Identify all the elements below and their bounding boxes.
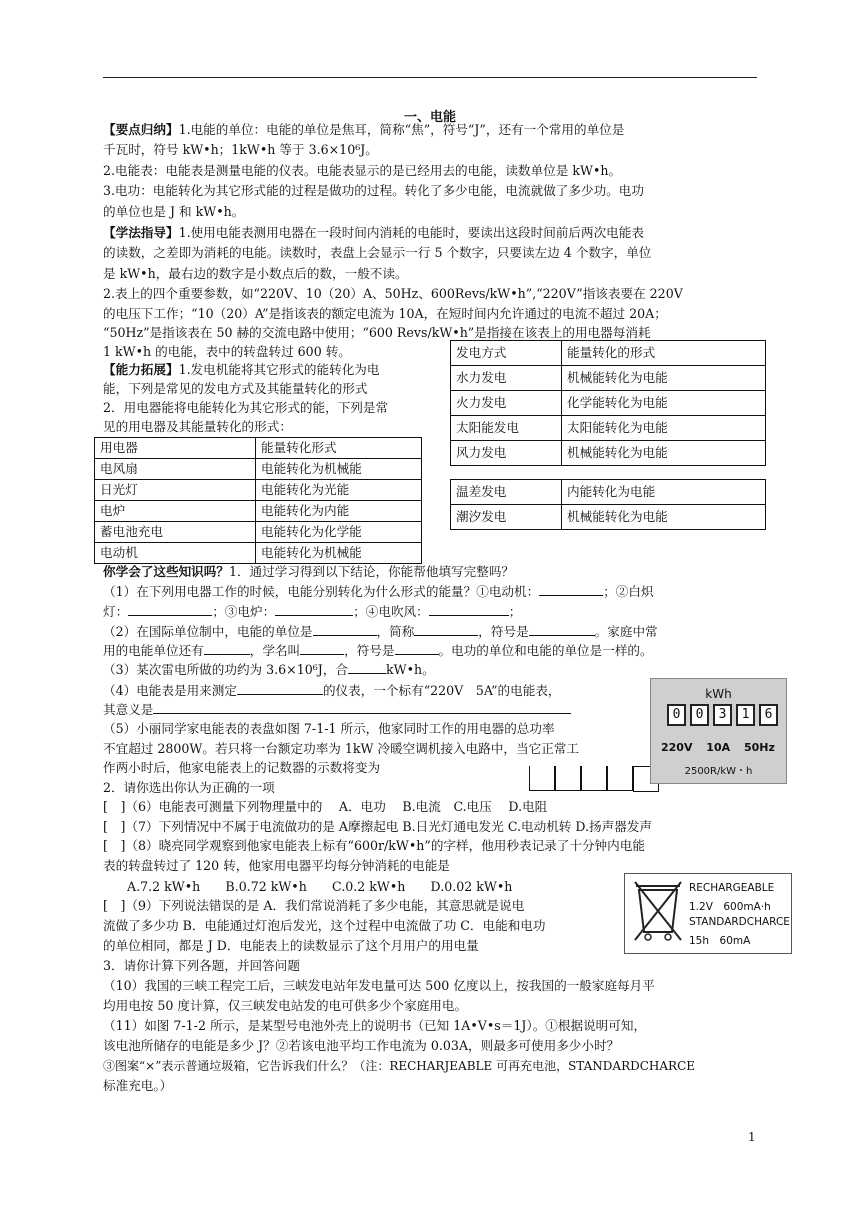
answer-blank[interactable]: [414, 624, 478, 636]
table-cell: 电能转化为机械能: [256, 543, 422, 564]
question-9-line-1: [ ]（9）下列说法错误的是 A．我们常说消耗了多少电能，其意思就是说电: [103, 898, 525, 913]
table-row: [451, 366, 766, 391]
table-cell: 蓄电池充电: [95, 522, 256, 543]
answer-blank[interactable]: [395, 643, 439, 655]
meter-spec: 220V 10A 50Hz: [661, 741, 775, 754]
key-points-line-4: 3.电功：电能转化为其它形式能的过程是做功的过程。转化了多少电能，电流就做了多少功。电功: [103, 183, 644, 198]
table-cell: 温差发电: [451, 480, 562, 505]
meter-digit: 0: [690, 704, 709, 726]
section-tag-key-points: 【要点归纳】: [103, 122, 179, 137]
question-10-line-2: 均用电按 50 度计算，仅三峡发电站发的电可供多少个家庭用电。: [103, 998, 468, 1013]
answer-box[interactable]: [581, 766, 607, 791]
question-9-line-3: 的单位相同，都是 J D．电能表上的读数显示了这个月用户的用电量: [103, 938, 479, 953]
method-line-3: 是 kW•h，最右边的数字是小数点后的数，一般不读。: [103, 266, 408, 281]
answer-blank[interactable]: [237, 683, 323, 695]
answer-box[interactable]: [607, 766, 633, 791]
table-header-cell: 发电方式: [451, 341, 562, 366]
question-4-line-2: 其意义是: [103, 702, 571, 718]
question-5-line-1: （5）小丽同学家电能表的表盘如图 7-1-1 所示，他家同时工作的用电器的总功率: [103, 721, 555, 736]
question-1-line-2: 灯： ；③电炉： ；④电吹风： ；: [103, 604, 522, 619]
answer-box[interactable]: [555, 766, 581, 791]
answer-blank[interactable]: [128, 604, 212, 616]
table-cell: 风力发电: [451, 441, 562, 466]
question-11-line-2: 该电池所储存的电能是多少 J？②若该电池平均工作电流为 0.03A，则最多可使用多少小时？: [103, 1038, 620, 1053]
question-2-line-2: 用的电能单位还有 ，学名叫 ，符号是 。电功的单位和电能的单位是一样的。: [103, 643, 653, 658]
part-2-heading: 2．请你选出你认为正确的一项: [103, 780, 275, 795]
question-8-line-2: 表的转盘转过了 120 转，他家用电器平均每分钟消耗的电能是: [103, 858, 450, 873]
table-cell: 内能转化为电能: [562, 480, 766, 505]
table-row: [451, 416, 766, 441]
table-cell: 潮汐发电: [451, 505, 562, 530]
table-header-row: [95, 438, 422, 459]
question-3: （3）某次雷电所做的功约为 3.6×10⁶J，合 kW•h。: [103, 662, 435, 677]
meter-rate: 2500R/kW・h: [684, 766, 753, 777]
table-header-row: [451, 341, 766, 366]
extension-line-3: 2．用电器能将电能转化为其它形式的能，下列是常: [103, 400, 389, 415]
extension-line-4: 见的用电器及其能量转化的形式：: [103, 419, 292, 434]
answer-blank[interactable]: [275, 604, 353, 616]
answer-blank[interactable]: [529, 624, 595, 636]
table-row: [451, 480, 766, 505]
answer-blank[interactable]: [429, 604, 509, 616]
method-line-1: 【学法指导】1.使用电能表测用电器在一段时间内消耗的电能时，要读出这段时间前后两次电能表: [103, 225, 644, 240]
electric-meter-figure: [650, 678, 787, 784]
table-cell: 电动机: [95, 543, 256, 564]
meter-digit: 1: [736, 704, 755, 726]
question-4-line-1: （4）电能表是用来测定 的仪表，一个标有“220V 5A”的电能表，: [103, 683, 561, 698]
table-cell: 机械能转化为电能: [562, 366, 766, 391]
table-row: [95, 543, 422, 564]
question-7: [ ]（7）下列情况中不属于电流做功的是 A摩擦起电 B.日光灯通电发光 C.电动机转 D.扬声器发声: [103, 819, 653, 834]
meter-reading-answer-boxes[interactable]: [529, 766, 659, 792]
part-3-heading: 3．请你计算下列各题，并回答问题: [103, 958, 300, 973]
table-cell: 电能转化为内能: [256, 501, 422, 522]
battery-text-3: STANDARDCHARCE: [689, 916, 790, 928]
table-cell: 日光灯: [95, 480, 256, 501]
table-cell: 太阳能发电: [451, 416, 562, 441]
question-1-line-1: （1）在下列用电器工作的时候，电能分别转化为什么形式的能量？①电动机： ；②白炽: [103, 584, 654, 599]
appliance-energy-table: [94, 437, 422, 564]
quiz-intro: 你学会了这些知识吗？1．通过学习得到以下结论，你能帮他填写完整吗？: [103, 564, 515, 579]
key-points-line-5: 的单位也是 J 和 kW•h。: [103, 204, 245, 219]
answer-blank[interactable]: [204, 643, 250, 655]
meter-digit: 6: [759, 704, 778, 726]
table-cell: 水力发电: [451, 366, 562, 391]
table-cell: 电能转化为化学能: [256, 522, 422, 543]
generation-energy-table-continued: [450, 479, 766, 530]
table-row: [95, 459, 422, 480]
method-line-6: “50Hz”是指该表在 50 赫的交流电路中使用；“600 Revs/kW•h”是指接在该表上的用电器每消耗: [103, 325, 651, 340]
answer-box[interactable]: [529, 766, 555, 791]
table-cell: 电炉: [95, 501, 256, 522]
meter-digit: 0: [667, 704, 686, 726]
method-line-2: 的读数，之差即为消耗的电能。读数时，表盘上会显示一行 5 个数字，只要读左边 4 个数字，单位: [103, 245, 652, 260]
question-9-line-2: 流做了多少功 B．电能通过灯泡后发光，这个过程中电流做了功 C．电能和电功: [103, 918, 546, 933]
answer-blank[interactable]: [153, 702, 571, 714]
question-10-line-1: （10）我国的三峡工程完工后，三峡发电站年发电量可达 500 亿度以上，按我国的一般家庭每月平: [103, 978, 655, 993]
question-5-line-2: 不宜超过 2800W。若只将一台额定功率为 1kW 冷暖空调机接入电路中，当它正常工: [103, 741, 579, 756]
key-points-line-3: 2.电能表：电能表是测量电能的仪表。电能表显示的是已经用去的电能，读数单位是 kW•h。: [103, 163, 622, 178]
method-line-5: 的电压下工作；“10（20）A”是指该表的额定电流为 10A，在短时间内允许通过的电流不超过 20A；: [103, 306, 667, 321]
question-8-options: A.7.2 kW•h B.0.72 kW•h C.0.2 kW•h D.0.02 kW•h: [127, 879, 513, 894]
table-header-cell: 能量转化形式: [256, 438, 422, 459]
battery-text-2: 1.2V 600mA·h: [689, 901, 771, 913]
question-8-line-1: [ ]（8）晓亮同学观察到他家电能表上标有“600r/kW•h”的字样，他用秒表记录了十分钟内电能: [103, 838, 645, 853]
table-row: [451, 505, 766, 530]
question-2-line-1: （2）在国际单位制中，电能的单位是 ，简称 ，符号是 。家庭中常: [103, 624, 658, 639]
table-cell: 电能转化为光能: [256, 480, 422, 501]
table-row: [95, 522, 422, 543]
battery-text-4: 15h 60mA: [689, 935, 751, 947]
table-header-cell: 用电器: [95, 438, 256, 459]
table-row: [95, 501, 422, 522]
table-row: [95, 480, 422, 501]
meter-digit: 3: [713, 704, 732, 726]
section-tag-quiz: 你学会了这些知识吗？: [103, 564, 229, 579]
battery-text-1: RECHARGEABLE: [689, 882, 775, 894]
battery-label-figure: [624, 873, 792, 954]
question-5-line-3: 作两小时后，他家电能表上的记数器的示数将变为: [103, 760, 381, 775]
section-tag-method: 【学法指导】: [103, 225, 179, 240]
key-points-line-1: 【要点归纳】1.电能的单位：电能的单位是焦耳，简称“焦”，符号“J”，还有一个常用的单位是: [103, 122, 625, 137]
table-cell: 电风扇: [95, 459, 256, 480]
table-cell: 机械能转化为电能: [562, 505, 766, 530]
question-11-line-4: 标准充电。）: [103, 1078, 173, 1093]
meter-unit-label: kWh: [705, 687, 732, 701]
table-row: [451, 391, 766, 416]
crossed-bin-icon: [633, 880, 683, 944]
method-line-7: 1 kW•h 的电能，表中的转盘转过 600 转。: [103, 344, 351, 359]
page-number: 1: [748, 1130, 756, 1144]
question-11-line-3: ③图案“×”表示普通垃圾箱，它告诉我们什么？（注：RECHARJEABLE 可再充电池，STANDARDCHARCE: [103, 1059, 696, 1073]
table-cell: 化学能转化为电能: [562, 391, 766, 416]
answer-blank[interactable]: [300, 643, 344, 655]
table-row: [451, 441, 766, 466]
table-cell: 火力发电: [451, 391, 562, 416]
table-cell: 太阳能转化为电能: [562, 416, 766, 441]
header-rule: [103, 77, 757, 78]
table-header-cell: 能量转化的形式: [562, 341, 766, 366]
extension-line-1: 【能力拓展】1.发电机能将其它形式的能转化为电: [103, 362, 380, 377]
question-6: [ ]（6）电能表可测量下列物理量中的 A．电功 B.电流 C.电压 D.电阻: [103, 799, 548, 814]
question-11-line-1: （11）如图 7-1-2 所示，是某型号电池外壳上的说明书（已知 1A•V•s＝1J）。①根据说明可知，: [103, 1018, 647, 1033]
meter-digits: [667, 704, 778, 726]
answer-blank[interactable]: [348, 662, 386, 674]
table-cell: 机械能转化为电能: [562, 441, 766, 466]
extension-line-2: 能，下列是常见的发电方式及其能量转化的形式: [103, 381, 368, 396]
key-points-line-2: 千瓦时，符号 kW•h；1kW•h 等于 3.6×10⁶J。: [103, 142, 378, 157]
section-tag-extension: 【能力拓展】: [103, 362, 179, 377]
table-cell: 电能转化为机械能: [256, 459, 422, 480]
answer-blank[interactable]: [313, 624, 377, 636]
page-title: 一、电能: [403, 110, 456, 125]
answer-blank[interactable]: [539, 584, 603, 596]
generation-energy-table: [450, 340, 766, 466]
method-line-4: 2.表上的四个重要参数，如“220V、10（20）A、50Hz、600Revs/kW•h”,“220V”指该表要在 220V: [103, 286, 683, 301]
